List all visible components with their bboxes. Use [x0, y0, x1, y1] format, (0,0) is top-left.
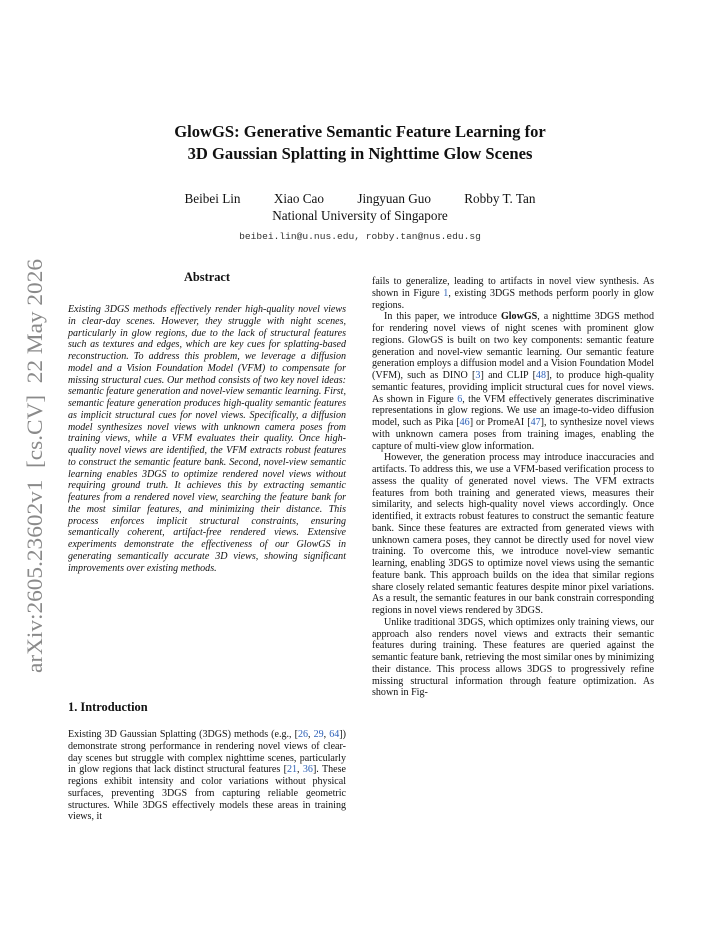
title-line-1: GlowGS: Generative Semantic Feature Learning for	[174, 122, 546, 141]
intro-text: ,	[323, 729, 330, 740]
abstract-heading: Abstract	[183, 270, 231, 284]
body-text: , the VFM effectively generates discriminative representations in glow regions. We use an image-to-video diffusion model, such as Pika [	[372, 393, 654, 428]
paper-title	[60, 121, 660, 165]
right-column	[372, 276, 654, 699]
title-line-2: 3D Gaussian Splatting in Nighttime Glow Scenes	[187, 144, 533, 163]
citation-link[interactable]: 29	[313, 729, 324, 740]
intro-text: ]) demonstrate strong performance in rendering novel views of clear-day scenes but struggle with complex nighttime scenes, particularly in glow regions that lack distinct structural features [	[68, 729, 346, 776]
author-name: Robby T. Tan	[464, 191, 536, 206]
author-name: Beibei Lin	[184, 191, 241, 206]
affiliation: National University of Singapore	[272, 208, 448, 223]
right-paragraph-1	[372, 276, 654, 311]
right-paragraph-3: However, the generation process may introduce inaccuracies and artifacts. To address this, we use a VFM-based verification process to assess the quality of generated novel views. The VFM extracts features from both training and generated views, measures their similarity, and selects high-quality novel views accordingly. Once identified, it extracts robust features to construct the semantic feature bank. Since these features are extracted from generated views with unknown camera poses, they cannot be directly used for novel view training. To overcome this, we introduce novel-view semantic learning, enabling 3DGS to optimize novel views using the semantic feature bank. This approach builds on the idea that similar regions share closely related semantic features despite minor pixel variations. As a result, the semantic features in our bank constrain corresponding regions in novel views rendered by 3DGS.	[372, 452, 654, 616]
arxiv-stamp-text: arXiv:2605.23602v1 [cs.CV] 22 May 2026	[22, 281, 47, 673]
citation-link[interactable]: 46	[459, 417, 470, 428]
citation-link[interactable]: 3	[475, 370, 481, 381]
citation-link[interactable]: 36	[302, 764, 313, 776]
intro-text: ,	[308, 729, 314, 740]
section-heading-introduction: 1. Introduction	[68, 700, 148, 714]
body-text: In this paper, we introduce	[384, 311, 501, 323]
citation-link[interactable]: 47	[530, 417, 541, 428]
figure-link[interactable]: 1	[443, 287, 449, 299]
body-text: ] and CLIP [	[480, 370, 536, 381]
intro-paragraph-1	[68, 729, 346, 823]
body-text: , existing 3DGS methods perform poorly in glow regions.	[372, 287, 654, 311]
body-text: ], to synthesize novel views with unknown camera poses from training images, enabling the capture of multi-view glow information.	[372, 417, 654, 452]
body-text: ], to produce high-quality semantic features, providing implicit structural cues for novel views. As shown in Figure	[372, 370, 654, 405]
author-name: Jingyuan Guo	[357, 191, 431, 206]
intro-text: ,	[297, 764, 303, 776]
body-text: fails to generalize, leading to artifacts in novel view synthesis. As shown in Figure	[372, 276, 654, 299]
method-name: GlowGS	[500, 311, 538, 323]
citation-link[interactable]: 21	[286, 764, 297, 776]
abstract-body	[68, 304, 346, 574]
body-text: , a nighttime 3DGS method for rendering novel views of night scenes with prominent glow regions. GlowGS is built on two key components: semantic feature generation and novel-view semantic learning. Our semantic feature generation employs a diffusion model and a Vision Foundation Model (VFM), such as DINO [	[372, 311, 654, 381]
intro-text: ]. These regions exhibit intensity and color variations without physical surfaces, preventing 3DGS from capturing reliable geometric structures. While 3DGS effectively models these areas in training views, it	[68, 764, 346, 823]
author-name: Xiao Cao	[273, 191, 325, 206]
citation-link[interactable]: 26	[297, 729, 309, 740]
author-names	[60, 190, 660, 207]
citation-link[interactable]: 48	[535, 370, 546, 381]
introduction-left-column	[68, 729, 346, 823]
intro-text: Existing 3D Gaussian Splatting (3DGS) methods (e.g., [	[68, 729, 298, 740]
right-paragraph-4: Unlike traditional 3DGS, which optimizes only training views, our approach also renders novel views and extracts their semantic features during training. These features are queried against the semantic feature bank, retrieving the most similar ones by minimizing their distance. This process allows 3DGS to progressively refine missing structural information through feature optimization. As shown in Fig-	[372, 616, 654, 699]
arxiv-identifier-stamp	[18, 255, 52, 675]
author-block	[60, 190, 660, 245]
abstract-text: Existing 3DGS methods effectively render high-quality novel views in clear-day scenes. However, they struggle with night scenes, particularly in glow regions, due to the lack of structural features such as textures and edges, which are key cues for splatting-based reconstruction. To address this problem, we leverage a diffusion model and a Vision Foundation Model (VFM) to compensate for missing structural cues. Our method consists of two key novel ideas: semantic feature generation and novel-view semantic learning. First, semantic feature generation produces high-quality semantic features as implicit structural cues for novel views. Specifically, a diffusion model synthesizes novel views with unknown camera poses from training views, while a VFM evaluates their quality. Once high-quality novel views are identified, the VFM extracts robust features to construct the semantic feature bank. Second, novel-view semantic learning enables 3DGS to optimize rendered novel views without requiring ground truth. It achieves this by extracting semantic features from a rendered novel view, searching the feature bank for the most similar features, and minimizing their distance. This process enforces implicit structural constraints, ensuring semantically coherent, artifact-free rendered views. Extensive experiments demonstrate the effectiveness of our GlowGS in generating semantically accurate 3D views, showing significant improvements over existing methods.	[68, 304, 346, 574]
right-paragraph-2	[372, 311, 654, 452]
figure-link[interactable]: 6	[457, 393, 463, 405]
citation-link[interactable]: 64	[329, 729, 340, 740]
body-text: ] or PromeAI [	[469, 417, 531, 428]
author-emails: beibei.lin@u.nus.edu, robby.tan@nus.edu.sg	[239, 231, 481, 242]
